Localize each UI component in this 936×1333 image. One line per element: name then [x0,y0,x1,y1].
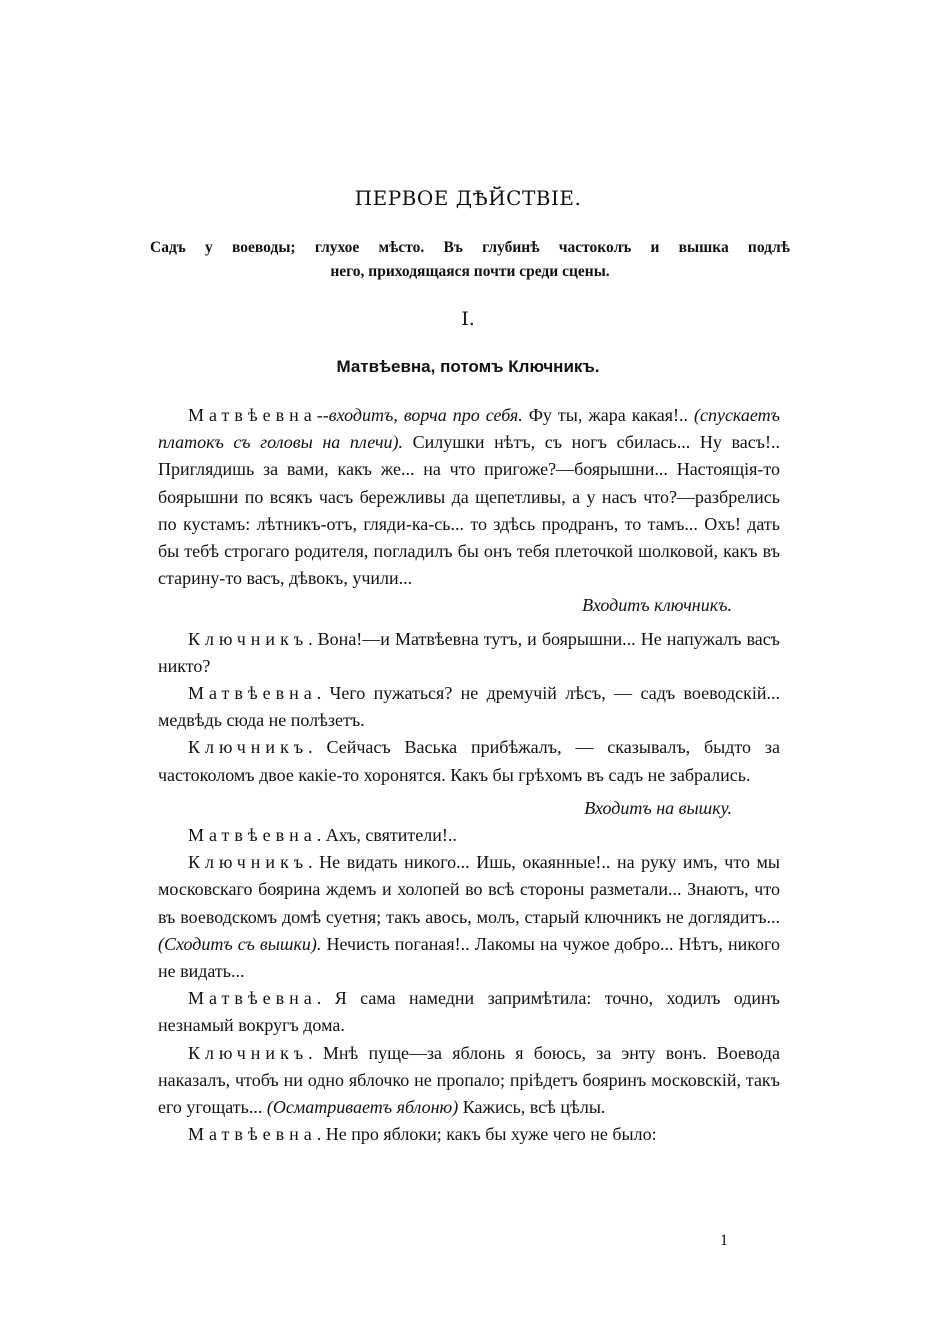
page-number: 1 [720,1232,728,1249]
scene-number: I. [461,308,475,330]
speaker-name: Ключникъ [188,628,309,649]
act-title: ПЕРВОЕ ДѢЙСТВІЕ. [354,186,582,210]
speech-paragraph [158,985,780,1039]
stage-direction: (Сходитъ съ вышки). [158,933,322,954]
speech-text: . Не видать никого... Ишь, окаянные!.. на руку имъ, что мы московскаго боярина ждемъ и холопей во всѣ стороны разметали... Знаютъ, что въ воеводскомъ домѣ суетня; такъ авось, молъ, старый ключникъ не доглядитъ... [158,852,780,927]
scene-cast: Матвѣевна, потомъ Ключникъ. [336,357,600,376]
speech-text: . Чего пужаться? не дремучій лѣсъ, — садъ воеводскій... медвѣдь сюда не полѣзетъ. [158,683,780,731]
speaker-name: Ключникъ [188,737,309,758]
speaker-name: Матвѣевна [188,825,317,846]
speaker-name: Матвѣевна [188,683,317,704]
speech-text: . Ахъ, святители!.. [316,825,457,846]
speech-paragraph [158,1121,780,1148]
stage-direction: (спускаетъ платокъ съ головы на плечи). [158,405,780,453]
speech-text: Нечисть поганая!.. Лакомы на чужое добро... Нѣтъ, никого не видать... [158,933,780,982]
speaker-name: Ключникъ [188,852,309,873]
speaker-name: Матвѣевна [188,1124,317,1145]
speaker-name: Матвѣевна [188,405,317,425]
speech-paragraph [158,402,780,592]
speaker-name: Матвѣевна [188,988,317,1009]
speech-text: . Я сама намедни запримѣтила: точно, ходилъ одинъ незнамый вокругъ дома. [158,988,780,1036]
speech-paragraph [158,1040,780,1122]
speech-paragraph [158,626,780,680]
speech-text: . Вона!—и Матвѣевна тутъ, и боярышни... Не напужалъ васъ никто? [158,628,780,676]
stage-setting [150,236,790,284]
stage-direction: (Осматриваетъ яблоню) [266,1097,459,1118]
speech-paragraph [158,822,780,849]
play-text [158,402,780,1148]
stage-direction-line: Входитъ на вышку. [584,797,732,818]
stage-direction: --входитъ, ворча про себя. [316,405,523,425]
stage-setting-line-2: него, приходящаяся почти среди сцены. [330,263,610,280]
speech-text: . Сейчасъ Васька прибѣжалъ, — сказывалъ, быдто за частоколомъ двое какіе-то хоронятся. Какъ бы грѣхомъ въ садъ не забрались. [158,737,780,785]
stage-direction-line: Входитъ ключникъ. [582,595,732,616]
speech-paragraph [158,849,780,985]
speech-text: . Не про яблоки; какъ бы хуже чего не было: [316,1124,657,1145]
stage-setting-line-1: Садъ у воеводы; глухое мѣсто. Въ глубинѣ частоколъ и вышка подлѣ [150,239,790,256]
speaker-name: Ключникъ [188,1042,309,1063]
speech-paragraph [158,680,780,734]
speech-paragraph [158,734,780,788]
speech-text: Фу ты, жара какая!.. [522,405,694,425]
speech-text: . Мнѣ пуще—за яблонь я боюсь, за энту вонъ. Воевода наказалъ, чтобъ ни одно яблочко не пропало; пріѣдетъ бояринъ московскій, такъ его угощать... [158,1042,780,1118]
speech-text: Силушки нѣтъ, съ ногъ сбилась... Ну васъ!.. Приглядишь за вами, какъ же... на что пригоже?—боярышни... Настоящія-то боярышни по всякъ часъ бережливы да щепетливы, а у насъ что?—разбрелись по кустамъ: лѣтникъ-отъ, гляди-ка-сь... то здѣсь продранъ, то тамъ... Охъ! дать бы тебѣ строгаго родителя, погладилъ бы онъ тебя плеточкой шолковой, какъ въ старину-то васъ, дѣвокъ, учили... [158,432,780,589]
speech-text: Кажись, всѣ цѣлы. [458,1097,606,1118]
